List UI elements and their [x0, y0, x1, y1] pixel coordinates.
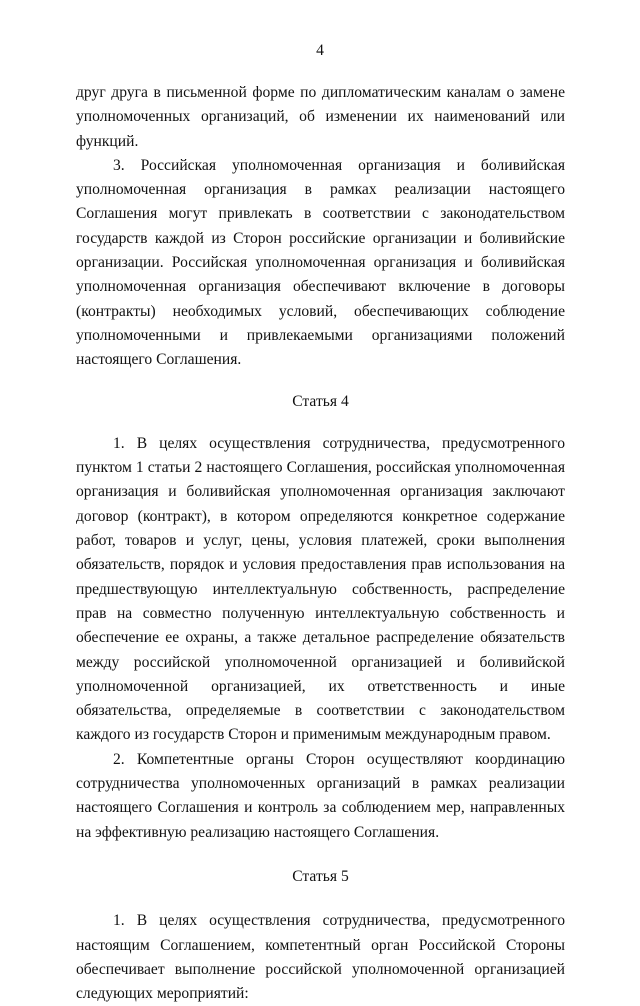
article-4-heading: Статья 4: [292, 392, 349, 410]
article-5-item-1: 1. В целях осуществления сотрудничества, предусмотренного настоящим Соглашением, компетентный орган Российской Стороны обеспечивает выполнение российской уполномоченной организацией следующих мероприятий:: [76, 912, 565, 1003]
article-4-item-2: 2. Компетентные органы Сторон осуществляют координацию сотрудничества уполномоченных организаций в рамках реализации настоящего Соглашения и контроль за соблюдением мер, направленных на эффективную реализацию настоящего Соглашения.: [76, 750, 565, 841]
document-body: [76, 81, 565, 1006]
article-5-heading: Статья 5: [292, 867, 349, 885]
paragraph-item-3: 3. Российская уполномоченная организация и боливийская уполномоченная организация в рамках реализации настоящего Соглашения могут привлекать в соответствии с законодательством государств каждой из Сторон российские организации и боливийские организации. Российская уполномоченная организация и боливийская уполномоченная организация обеспечивают включение в договоры (контракты) необходимых условий, обеспечивающих соблюдение уполномоченными и привлекаемыми организациями положений настоящего Соглашения.: [76, 156, 565, 369]
paragraph-continuation: друг друга в письменной форме по дипломатическим каналам о замене уполномоченных организаций, об изменении их наименований или функций.: [76, 84, 565, 150]
page-number: 4: [316, 42, 324, 59]
article-4-item-1: 1. В целях осуществления сотрудничества, предусмотренного пунктом 1 статьи 2 настоящего Соглашения, российская уполномоченная организация и боливийская уполномоченная организация заключают договор (контракт), в котором определяются конкретное содержание работ, товаров и услуг, цены, условия платежей, сроки выполнения обязательств, порядок и условия предоставления прав использования на предшествующую интеллектуальную собственность, распределение прав на совместно полученную интеллектуальную собственность и обеспечение ее охраны, а также детальное распределение обязательств между российской уполномоченной организацией и боливийской уполномоченной организацией, их ответственность и иные обязательства, определяемые в соответствии с законодательством каждого из государств Сторон и применимым международным правом.: [76, 434, 565, 744]
